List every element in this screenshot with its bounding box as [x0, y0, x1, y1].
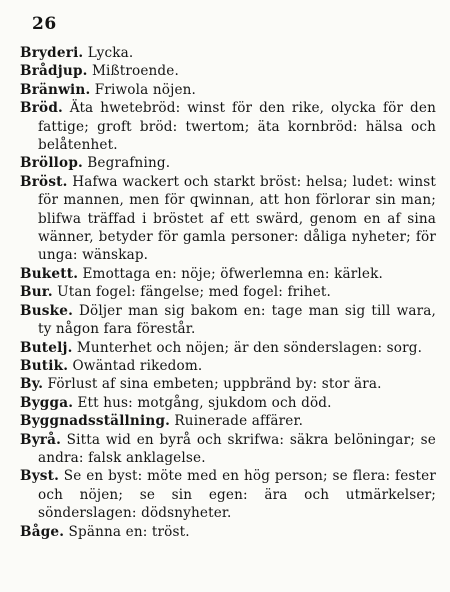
headword: Brådjup.	[20, 63, 88, 80]
headword: Butelj.	[20, 339, 73, 356]
headword: Bröllop.	[20, 155, 83, 172]
dictionary-entry	[20, 302, 436, 339]
definition: Se en byst: möte med en hög person; se flera: fester och nöjen; se sin egen: ära och utmärkelser; sönderslagen: dödsnyheter.	[38, 468, 436, 522]
headword: Bränwin.	[20, 81, 91, 98]
dictionary-entries	[20, 44, 436, 541]
dictionary-entry	[20, 375, 436, 393]
definition: Döljer man sig bakom en: tage man sig till wara, ty någon fara förestår.	[38, 302, 436, 338]
dictionary-entry	[20, 62, 436, 80]
dictionary-entry	[20, 265, 436, 283]
dictionary-entry	[20, 412, 436, 430]
headword: Byrå.	[20, 431, 62, 448]
headword: Bryderi.	[20, 45, 84, 61]
definition: Munterhet och nöjen; är den sönderslagen: sorg.	[76, 339, 423, 356]
headword: Buske.	[20, 302, 74, 319]
definition: Mißtroende.	[91, 63, 179, 80]
dictionary-entry	[20, 431, 436, 468]
dictionary-entry	[20, 99, 436, 154]
headword: Bröd.	[20, 100, 63, 117]
dictionary-entry	[20, 467, 436, 522]
headword: By.	[20, 376, 44, 393]
dictionary-entry	[20, 283, 436, 301]
dictionary-entry	[20, 44, 436, 62]
definition: Sitta wid en byrå och skrifwa: säkra belöningar; se andra: falsk anklagelse.	[38, 431, 436, 466]
dictionary-entry	[20, 81, 436, 99]
definition: Lycka.	[87, 45, 134, 61]
definition: Ett hus: motgång, sjukdom och död.	[77, 394, 332, 411]
definition: Owäntad rikedom.	[72, 357, 203, 374]
headword: Bukett.	[20, 265, 79, 282]
headword: Byst.	[20, 468, 60, 485]
definition: Spänna en: tröst.	[68, 523, 190, 540]
dictionary-entry	[20, 339, 436, 357]
headword: Bur.	[20, 284, 53, 301]
dictionary-entry	[20, 394, 436, 412]
definition: Ruinerade affärer.	[174, 413, 304, 430]
dictionary-entry	[20, 523, 436, 541]
headword: Bygga.	[20, 394, 74, 411]
definition: Friwola nöjen.	[94, 81, 197, 98]
definition: Utan fogel: fängelse; med fogel: frihet.	[57, 284, 332, 301]
definition: Emottaga en: nöje; öfwerlemna en: kärlek.	[82, 265, 383, 282]
headword: Båge.	[20, 523, 65, 540]
definition: Hafwa wackert och starkt bröst: helsa; ludet: winst för mannen, men för qwinnan, att hon förlorar sin man; blifwa träffad i bröstet af ett swärd, genom en af sina wänner, betyder för gamla personer: dåliga nyheter; för unga: wänskap.	[38, 173, 436, 264]
definition: Begrafning.	[87, 155, 171, 172]
page-number: 26	[32, 14, 57, 34]
headword: Butik.	[20, 357, 69, 374]
dictionary-entry	[20, 173, 436, 265]
headword: Bröst.	[20, 173, 68, 190]
headword: Byggnadsställning.	[20, 413, 171, 430]
dictionary-entry	[20, 357, 436, 375]
dictionary-entry	[20, 154, 436, 172]
definition: Förlust af sina embeten; uppbränd by: stor ära.	[47, 376, 382, 393]
definition: Äta hwetebröd: winst för den rike, olycka för den fattige; groft bröd: twertom; äta kornbröd: hälsa och belåtenhet.	[38, 100, 436, 154]
